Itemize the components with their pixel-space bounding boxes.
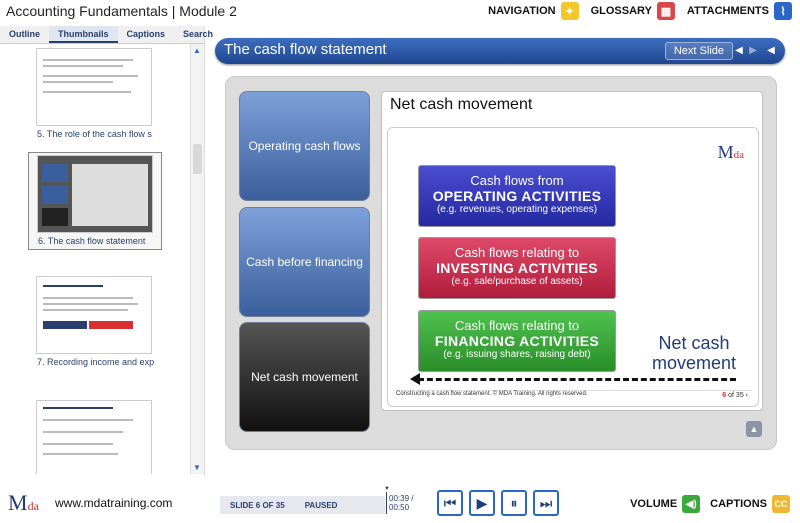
captions-label: CAPTIONS: [710, 498, 767, 510]
sidebar-scrollbar[interactable]: [190, 44, 204, 474]
attachments-label: ATTACHMENTS: [686, 5, 769, 17]
slide-body: [225, 76, 777, 450]
thumbnail-list: [0, 44, 190, 474]
financing-activities-box: Cash flows relating to FINANCING ACTIVITIES (e.g. issuing shares, raising debt): [418, 310, 616, 372]
thumbnail-caption: 5. The role of the cash flow s: [37, 129, 152, 139]
bottom-bar: [0, 480, 800, 523]
tab-thumbnails[interactable]: Thumbnails: [49, 26, 118, 43]
playback-time: 00:39 / 00:50: [386, 492, 434, 514]
thumbnail-item-selected[interactable]: [28, 152, 162, 250]
website-link[interactable]: www.mdatraining.com: [55, 496, 173, 510]
inner-page-indicator: 6 of 35 ‹: [722, 392, 748, 399]
top-links: [488, 2, 792, 20]
bottom-right-controls: [630, 495, 790, 513]
tab-captions[interactable]: Captions: [126, 29, 166, 39]
thumbnail-image: [36, 48, 152, 126]
closed-captions-icon: CC: [772, 495, 790, 513]
inner-slide: [387, 127, 759, 407]
sidebar: [0, 26, 214, 476]
rewind-button[interactable]: ⏮: [437, 490, 463, 516]
thumbnail-item[interactable]: [28, 48, 162, 139]
cash-before-financing-button[interactable]: Cash before financing: [239, 207, 370, 317]
slide-counter: SLIDE 6 OF 35: [230, 500, 285, 510]
operating-cash-flows-button[interactable]: Operating cash flows: [239, 91, 370, 201]
volume-button[interactable]: [630, 495, 700, 513]
slide-header: [215, 38, 785, 64]
previous-icon[interactable]: ◀: [735, 45, 743, 56]
scroll-thumb[interactable]: [193, 144, 202, 174]
slide-title: The cash flow statement: [224, 41, 387, 58]
dashed-arrow: [418, 378, 736, 381]
mda-logo-footer: Mda: [8, 490, 39, 515]
play-button[interactable]: ▶: [469, 490, 495, 516]
thumbnail-item[interactable]: [28, 276, 162, 367]
tab-outline[interactable]: Outline: [9, 29, 40, 39]
investing-activities-box: Cash flows relating to INVESTING ACTIVITIES (e.g. sale/purchase of assets): [418, 237, 616, 299]
glossary-label: GLOSSARY: [590, 5, 652, 17]
net-cash-movement-button[interactable]: Net cash movement: [239, 322, 370, 432]
navigation-button[interactable]: [488, 2, 578, 20]
tab-search[interactable]: Search: [183, 29, 214, 39]
navigation-label: NAVIGATION: [488, 5, 556, 17]
scroll-up-icon[interactable]: ▲: [193, 46, 201, 55]
pause-button[interactable]: ⏸: [501, 490, 527, 516]
timeline-marker-icon[interactable]: ▼: [384, 486, 390, 492]
sidebar-tabs: [0, 26, 214, 44]
thumbnail-caption: 6. The cash flow statement: [38, 236, 146, 246]
speaker-icon[interactable]: ◀: [767, 45, 775, 56]
playback-status: PAUSED: [304, 500, 338, 510]
app-title: Accounting Fundamentals | Module 2: [6, 3, 237, 19]
attachments-button[interactable]: [687, 2, 792, 20]
next-icon[interactable]: ▶: [749, 45, 757, 56]
content-title: Net cash movement: [390, 96, 533, 113]
calendar-icon: ▦: [657, 2, 675, 20]
top-bar: [0, 0, 800, 26]
operating-activities-box: Cash flows from OPERATING ACTIVITIES (e.g. revenues, operating expenses): [418, 165, 616, 227]
net-cash-movement-label: Net cash movement: [651, 333, 736, 373]
captions-button[interactable]: [710, 495, 790, 513]
compass-icon: ✦: [561, 2, 579, 20]
copyright-text: Constructing a cash flow statement. © MDA Training. All rights reserved.: [396, 391, 588, 397]
chevron-up-icon[interactable]: ▲: [746, 421, 762, 437]
inner-slide-footer: [396, 390, 752, 402]
thumbnail-caption: 7. Recording income and exp: [37, 357, 155, 367]
scroll-down-icon[interactable]: ▼: [193, 463, 201, 472]
thumbnail-image: [37, 155, 153, 233]
glossary-button[interactable]: [591, 2, 675, 20]
slide-status-bar: [220, 496, 385, 514]
speaker-volume-icon: ◀): [682, 495, 700, 513]
thumbnail-image: [36, 276, 152, 354]
next-slide-button[interactable]: Next Slide: [665, 42, 733, 60]
volume-label: VOLUME: [630, 498, 678, 510]
thumbnail-image: [36, 400, 152, 474]
next-slide-button-bottom[interactable]: ⏭: [533, 490, 559, 516]
mda-logo: Mda: [717, 142, 744, 162]
content-panel: [381, 91, 763, 411]
paperclip-icon: ⌇: [774, 2, 792, 20]
thumbnail-item[interactable]: [28, 400, 162, 474]
